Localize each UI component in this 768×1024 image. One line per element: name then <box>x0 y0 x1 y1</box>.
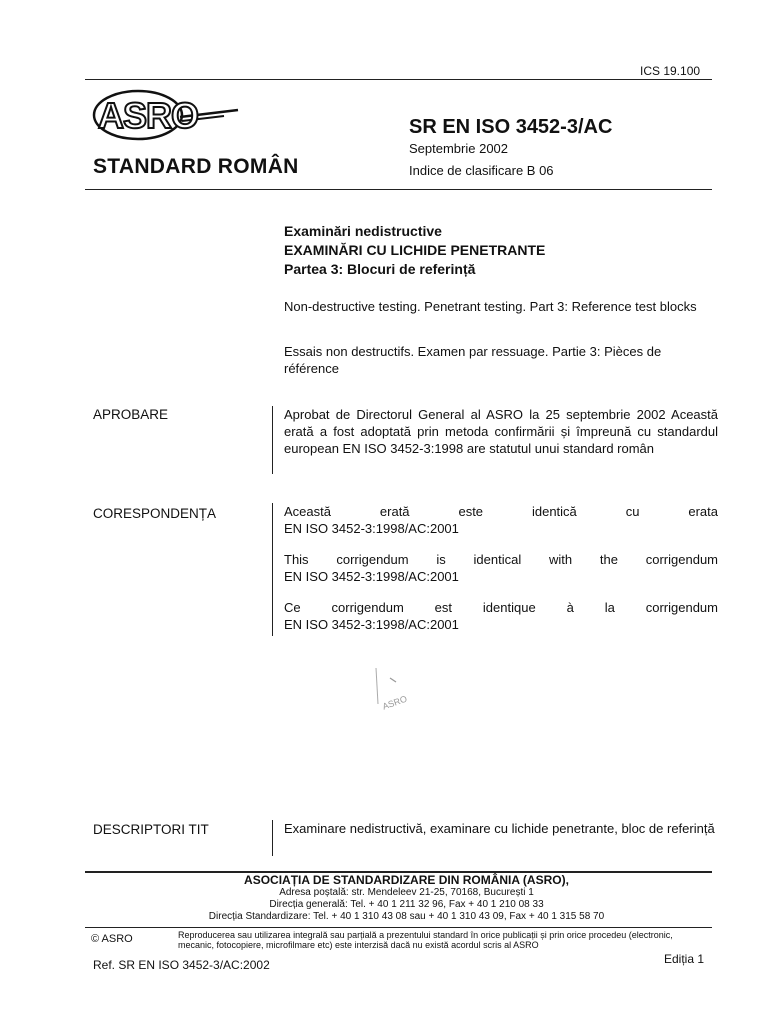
corr-romanian: Această erată este identică cu erata EN ISO 3452-3:1998/AC:2001 <box>284 504 718 536</box>
header-bottom-rule <box>85 189 712 190</box>
svg-text:ASRO: ASRO <box>98 95 199 136</box>
reproduction-note: Reproducerea sau utilizarea integrală sau parțială a prezentului standard în orice publicații și prin orice procedeu (electronic, mecanic, fotocopiere, microfilmare etc) este interzisă dacă nu există acordul scris al ASRO <box>178 930 673 950</box>
correspondence-label: CORESPONDENȚA <box>93 506 217 521</box>
footer-address: Adresa poștală: str. Mendeleev 21-25, 70168, București 1 <box>279 887 534 898</box>
document-reference: Ref. SR EN ISO 3452-3/AC:2002 <box>93 958 270 972</box>
approval-text: Aprobat de Directorul General al ASRO la 25 septembrie 2002 Această erată a fost adoptată prin metoda confirmării și împreună cu standardul european EN ISO 3452-3:1998 are statutul unui standard român <box>272 406 718 474</box>
footer-standardization-directorate: Direcția Standardizare: Tel. + 40 1 310 43 08 sau + 40 1 310 43 09, Fax + 40 1 315 58 70 <box>208 911 605 922</box>
svg-text:ASRO: ASRO <box>380 693 409 712</box>
correspondence-text <box>272 503 718 636</box>
ics-code: ICS 19.100 <box>640 64 701 78</box>
descriptors-label: DESCRIPTORI TIT <box>93 822 209 837</box>
title-french: Essais non destructifs. Examen par ressuage. Partie 3: Pièces de référence <box>284 344 662 376</box>
edition: Ediția 1 <box>664 952 705 966</box>
corr-english: This corrigendum is identical with the corrigendum EN ISO 3452-3:1998/AC:2001 <box>284 552 718 584</box>
approval-label: APROBARE <box>93 407 169 422</box>
title-line-2: EXAMINĂRI CU LICHIDE PENETRANTE <box>284 242 546 258</box>
footer-organization: ASOCIAȚIA DE STANDARDIZARE DIN ROMÂNIA (ASRO), <box>244 873 569 887</box>
corr-french: Ce corrigendum est identique à la corrigendum EN ISO 3452-3:1998/AC:2001 <box>284 600 718 632</box>
faint-stamp <box>368 664 428 729</box>
title-line-3: Partea 3: Blocuri de referință <box>284 261 476 277</box>
standard-date: Septembrie 2002 <box>409 141 509 156</box>
title-block <box>284 222 714 279</box>
title-line-1: Examinări nedistructive <box>284 223 442 239</box>
title-english: Non-destructive testing. Penetrant testing. Part 3: Reference test blocks <box>284 299 697 314</box>
footer-general-directorate: Direcția generală: Tel. + 40 1 211 32 96, Fax + 40 1 210 08 33 <box>269 899 544 910</box>
standard-code: SR EN ISO 3452-3/AC <box>409 116 613 138</box>
classification-index: Indice de clasificare B 06 <box>409 163 554 178</box>
asro-logo <box>92 86 242 149</box>
copyright: © ASRO <box>91 933 133 945</box>
standard-label: STANDARD ROMÂN <box>93 155 299 178</box>
footer-rule-2 <box>85 927 712 928</box>
descriptors-text: Examinare nedistructivă, examinare cu lichide penetrante, bloc de referință <box>272 820 718 856</box>
header-top-rule <box>85 79 712 80</box>
